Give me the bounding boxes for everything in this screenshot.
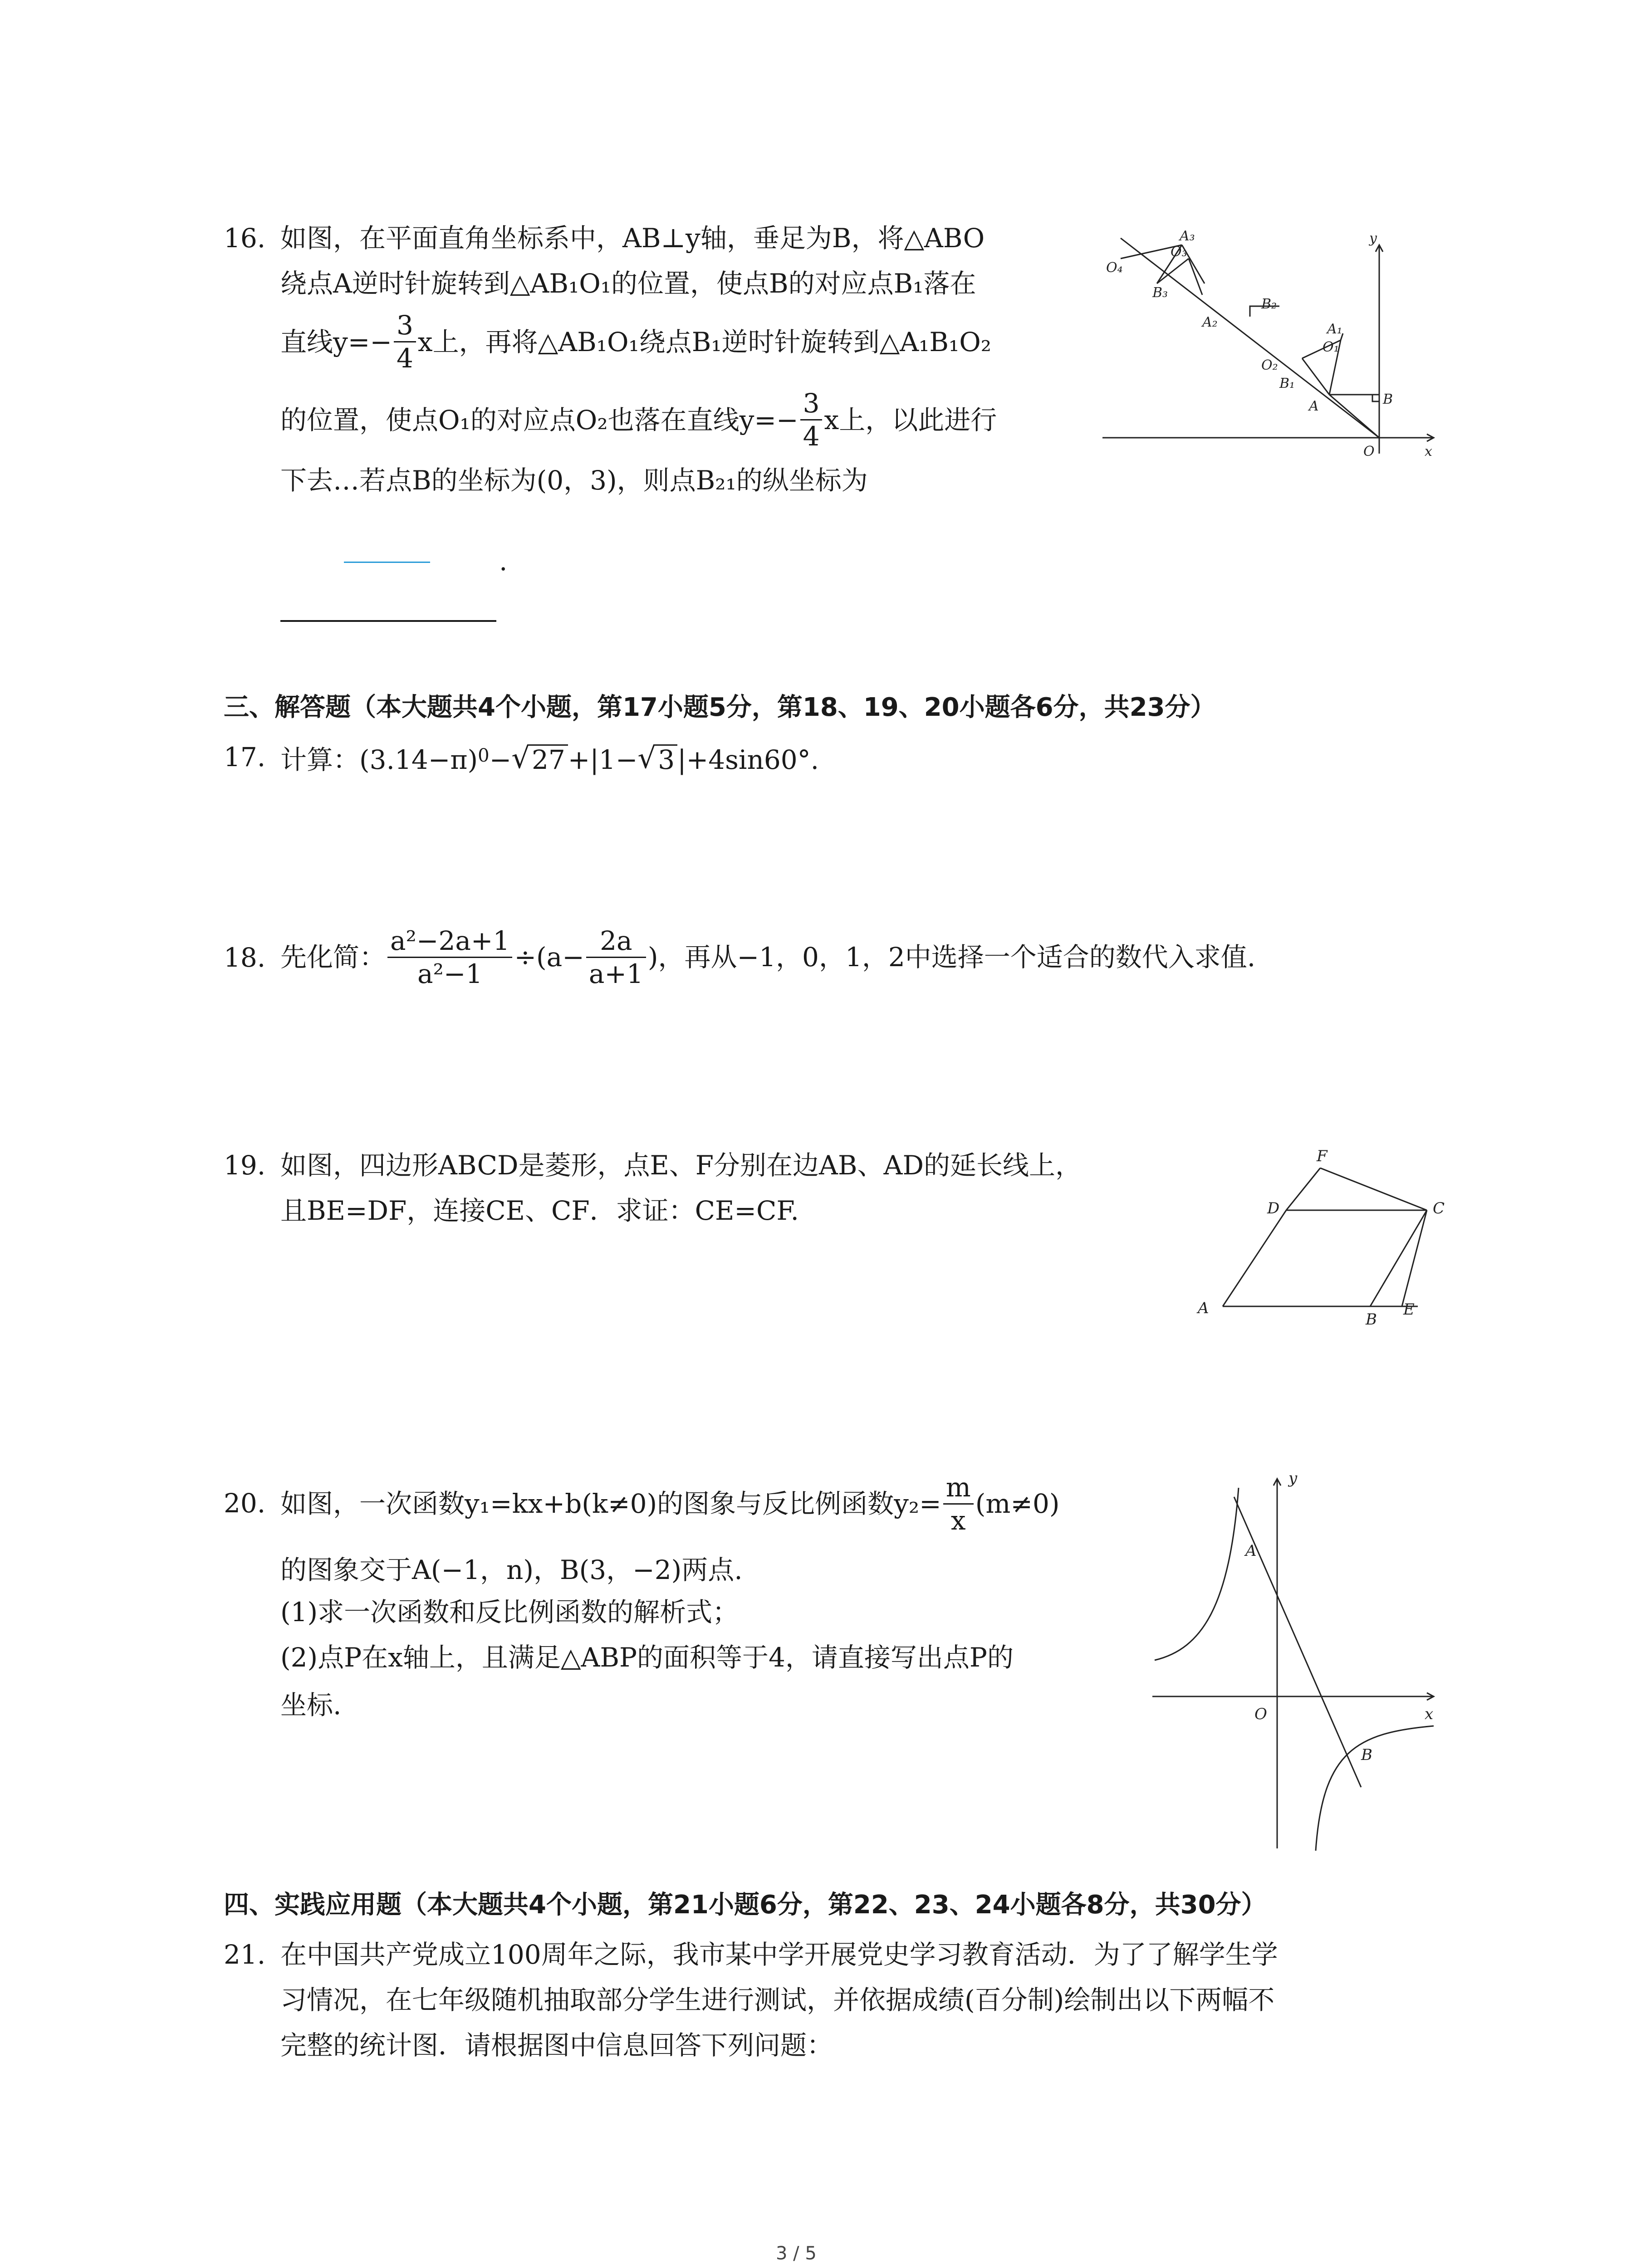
q19-line2: 且BE=DF，连接CE、CF．求证：CE=CF. (280, 1195, 799, 1226)
fig16-label-A2: A₂ (1202, 314, 1218, 330)
q16-frac2-num: 3 (800, 390, 823, 420)
fig16-label-y: y (1369, 230, 1377, 246)
q20-frac-num: m (943, 1474, 974, 1505)
fig19-label-D: D (1267, 1199, 1280, 1217)
q16-frac1-num: 3 (394, 312, 416, 342)
q17-exponent-zero: 0 (478, 745, 490, 766)
q21-number: 21. (224, 1939, 266, 1970)
q17-part-d: |+4sin60°. (677, 744, 819, 775)
q16-figure (1089, 213, 1461, 467)
q18-fraction-2 (586, 925, 646, 989)
q16-number: 16. (224, 223, 266, 254)
q18-fraction-1 (387, 925, 512, 989)
q16-line5: 下去…若点B的坐标为(0，3)，则点B₂₁的纵坐标为 (280, 465, 868, 496)
fig19-label-E: E (1403, 1300, 1415, 1319)
fig16-label-B: B (1383, 391, 1393, 407)
q20-line4: (2)点P在x轴上，且满足△ABP的面积等于4，请直接写出点P的 (280, 1642, 1014, 1673)
q16-answer-blank-blue (344, 562, 430, 563)
fig20-label-y: y (1288, 1470, 1298, 1487)
q16-frac2-den: 4 (803, 421, 820, 452)
q20-fraction (943, 1471, 974, 1536)
q16-line4b: x上，以此进行 (824, 404, 997, 435)
fig16-label-O3: O₃ (1171, 244, 1187, 260)
fig16-label-B3: B₃ (1152, 285, 1168, 301)
q16-line3 (280, 310, 992, 374)
q16-fraction-1 (394, 310, 416, 374)
q17-radical-sign-1: √ (511, 742, 530, 775)
q16-line3a: 直线y=− (280, 326, 392, 357)
q17-number: 17. (224, 742, 266, 772)
q16-answer-line (280, 620, 496, 622)
q18-number: 18. (224, 942, 266, 973)
fig16-label-x: x (1425, 444, 1432, 459)
q17-expression (280, 744, 819, 773)
fig19-label-C: C (1433, 1199, 1445, 1217)
fig16-label-A3: A₃ (1180, 228, 1195, 244)
q20-line3: (1)求一次函数和反比例函数的解析式； (280, 1597, 739, 1628)
q18-frac2-num: 2a (586, 928, 646, 958)
fig16-label-A: A (1309, 398, 1319, 414)
q21-line2: 习情况，在七年级随机抽取部分学生进行测试，并依据成绩(百分制)绘制出以下两幅不 (280, 1984, 1275, 2015)
fig16-label-O1: O₁ (1323, 339, 1339, 355)
q16-line4 (280, 390, 997, 450)
fig19-label-B: B (1366, 1310, 1377, 1329)
q20-number: 20. (224, 1488, 266, 1519)
q16-fraction-2 (800, 390, 823, 450)
fig20-label-B: B (1361, 1746, 1372, 1764)
fig20-label-x: x (1425, 1705, 1434, 1723)
q18-frac1-den: a²−1 (417, 958, 483, 989)
q17-part-c: +|1− (568, 744, 638, 775)
q17-radicand-1: 27 (530, 744, 568, 773)
fig16-label-O: O (1363, 444, 1375, 459)
fig16-label-B2: B₂ (1261, 296, 1277, 312)
q21-line1: 在中国共产党成立100周年之际，我市某中学开展党史学习教育活动．为了了解学生学 (280, 1939, 1278, 1970)
fig20-label-O: O (1254, 1705, 1267, 1723)
page-number: 3 / 5 (776, 2243, 817, 2264)
q16-line4a: 的位置，使点O₁的对应点O₂也落在直线y=− (280, 404, 798, 435)
q21-line3: 完整的统计图．请根据图中信息回答下列问题： (280, 2030, 833, 2061)
fig19-label-A: A (1198, 1299, 1209, 1317)
section4-title: 四、实践应用题（本大题共4个小题，第21小题6分，第22、23、24小题各8分，共30分） (224, 1890, 1267, 1920)
q18-prefix: 先化简： (280, 942, 386, 973)
q20-line5: 坐标. (280, 1690, 342, 1721)
q17-part-a: 计算：(3.14−π) (280, 744, 478, 775)
fig19-label-F: F (1317, 1147, 1327, 1165)
q20-line1 (280, 1465, 1059, 1542)
q16-period: . (499, 546, 508, 577)
q18-frac1-num: a²−2a+1 (387, 928, 512, 958)
fig20-label-A: A (1245, 1542, 1257, 1560)
q20-frac-den: x (950, 1505, 966, 1536)
fig16-label-O4: O₄ (1106, 260, 1123, 276)
q19-number: 19. (224, 1150, 266, 1181)
q16-line3b: x上，再将△AB₁O₁绕点B₁逆时针旋转到△A₁B₁O₂ (417, 326, 992, 357)
q20-line1b: (m≠0) (975, 1488, 1060, 1519)
q19-line1: 如图，四边形ABCD是菱形，点E、F分别在边AB、AD的延长线上， (280, 1150, 1082, 1181)
q17-radical-sign-2: √ (637, 742, 656, 775)
q17-radicand-2: 3 (656, 744, 677, 773)
fig16-label-A1: A₁ (1327, 321, 1342, 337)
q18-expression (280, 916, 1255, 998)
q18-suffix: )，再从−1，0，1，2中选择一个适合的数代入求值. (647, 942, 1256, 973)
section3-title: 三、解答题（本大题共4个小题，第17小题5分，第18、19、20小题各6分，共23分） (224, 693, 1216, 722)
q20-figure (1143, 1470, 1452, 1855)
q16-frac1-den: 4 (396, 343, 413, 374)
fig16-label-B1: B₁ (1279, 376, 1295, 391)
q20-line1a: 如图，一次函数y₁=kx+b(k≠0)的图象与反比例函数y₂= (280, 1488, 941, 1519)
q18-mid: ÷(a− (514, 942, 584, 973)
q17-part-b: − (489, 744, 512, 775)
fig16-label-O2: O₂ (1261, 357, 1278, 373)
q20-line2: 的图象交于A(−1，n)，B(3，−2)两点. (280, 1554, 743, 1585)
q18-frac2-den: a+1 (588, 958, 643, 989)
q16-line2: 绕点A逆时针旋转到△AB₁O₁的位置，使点B的对应点B₁落在 (280, 268, 976, 299)
q19-figure (1184, 1143, 1465, 1334)
q16-line1: 如图，在平面直角坐标系中，AB⊥y轴，垂足为B，将△ABO (280, 223, 985, 254)
